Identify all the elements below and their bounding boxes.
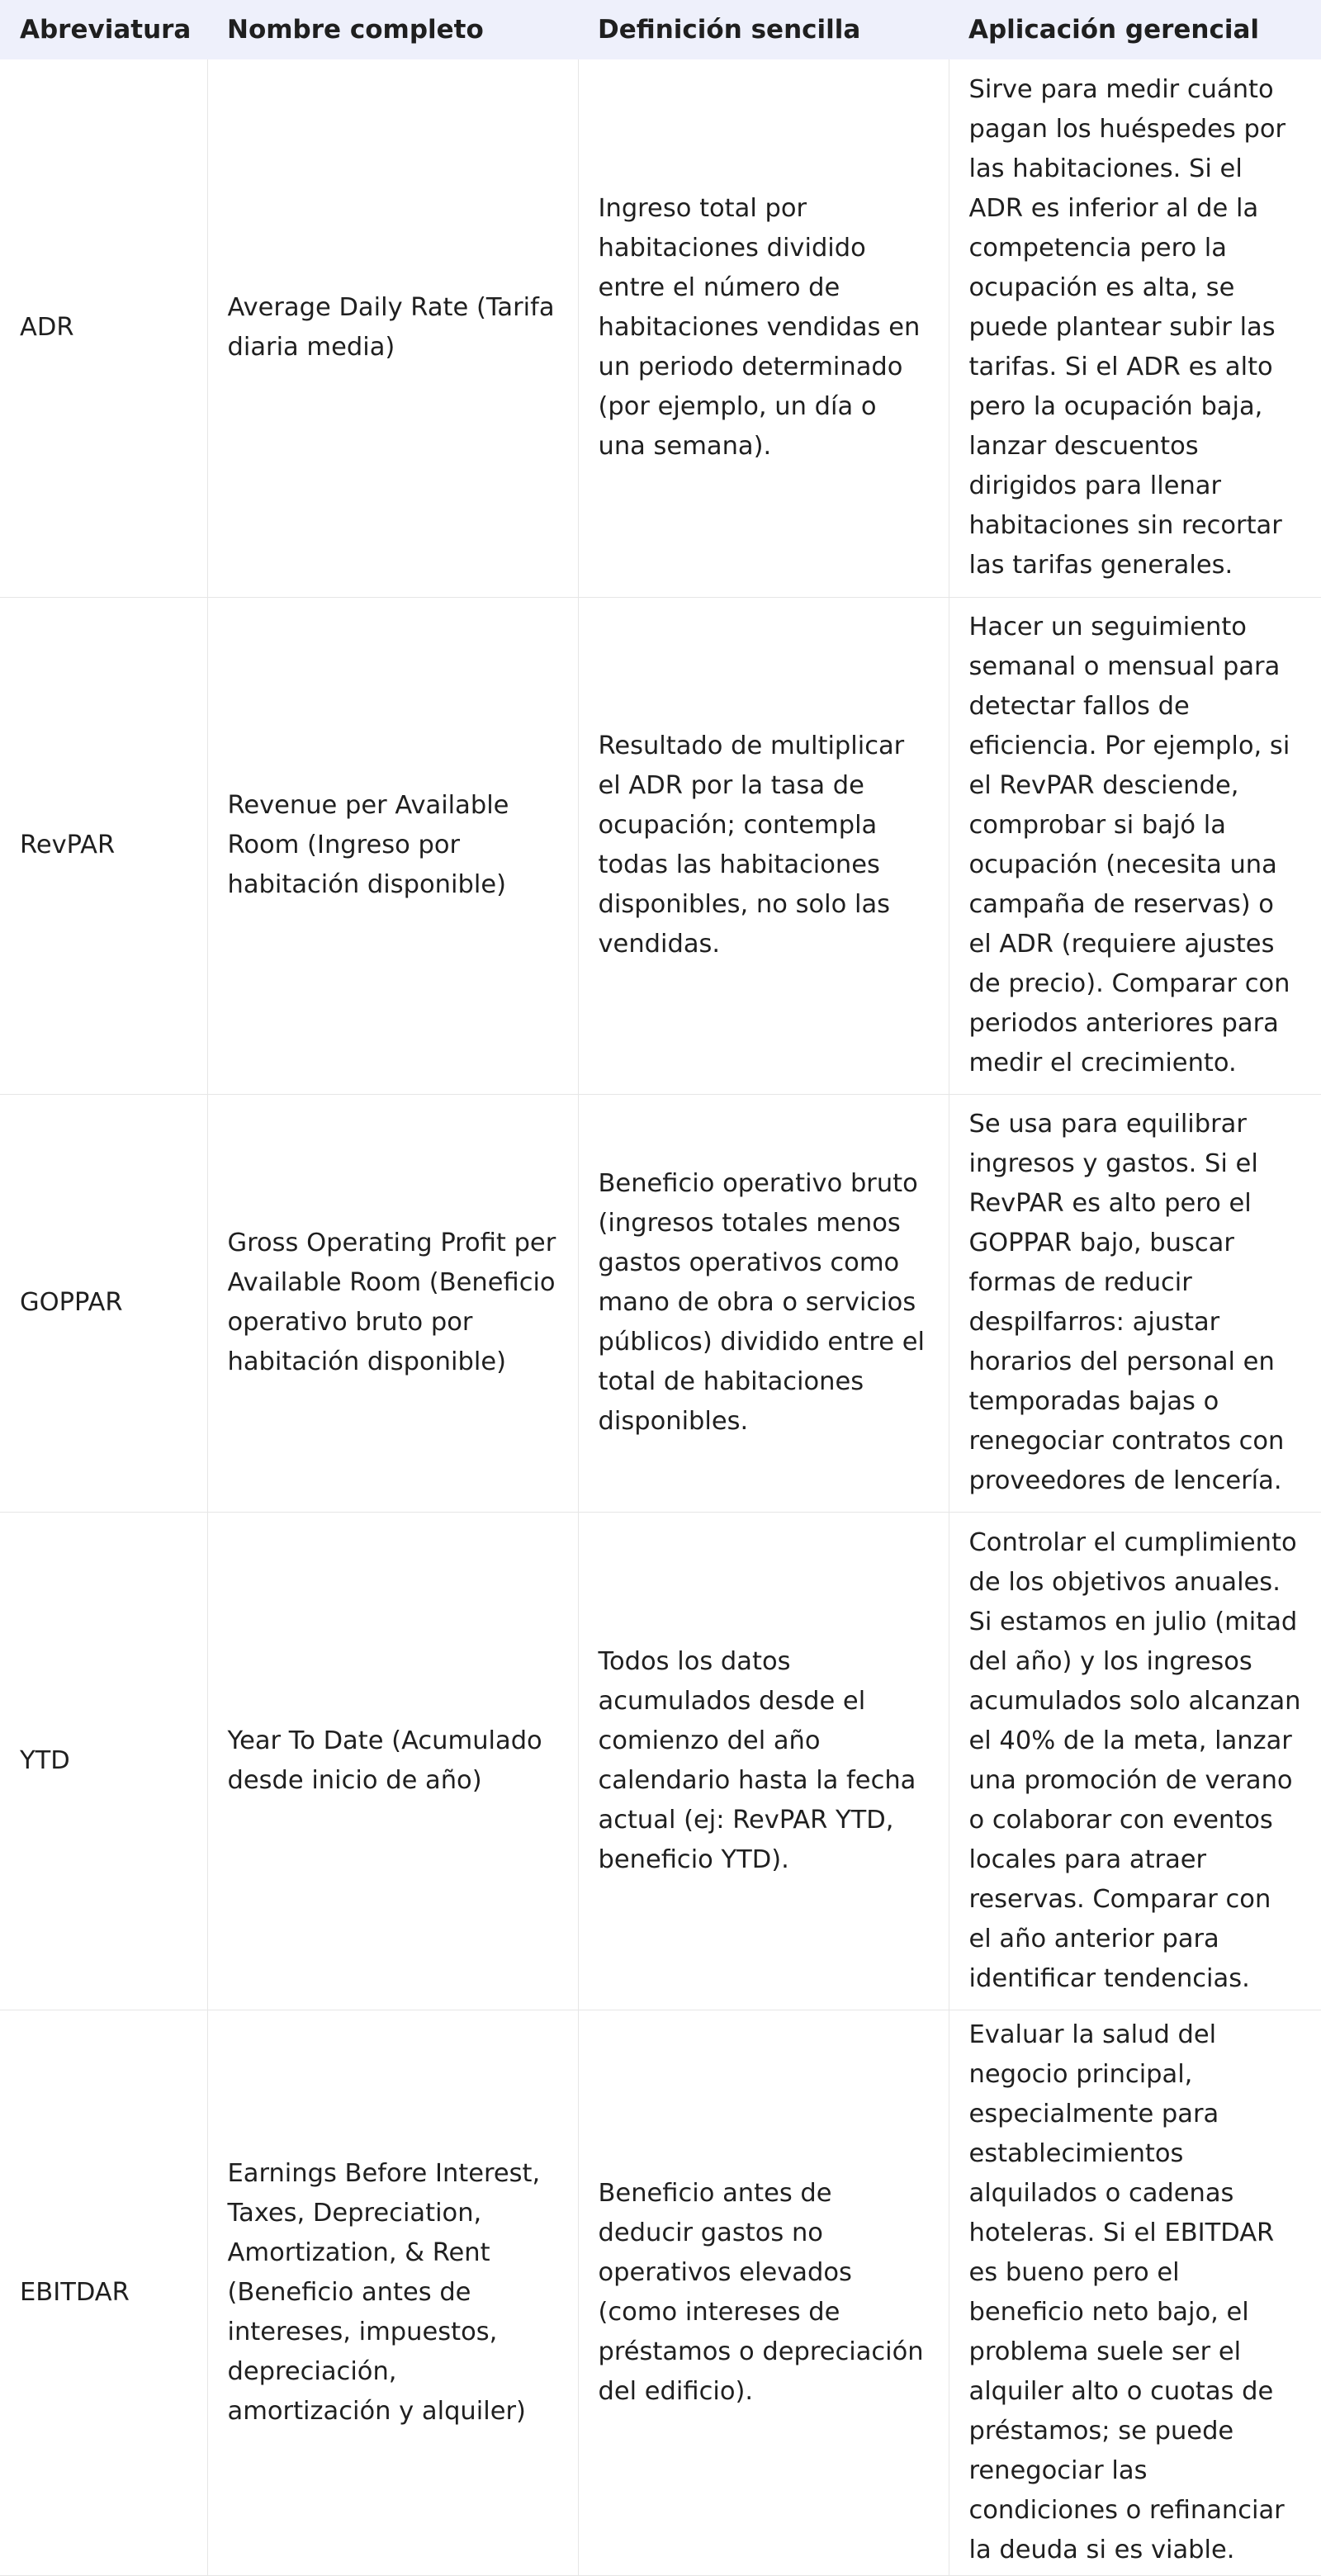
full-name-cell: Gross Operating Profit per Available Room (Beneficio operativo bruto por habitación disponible): [207, 1094, 578, 1512]
application-cell: Evaluar la salud del negocio principal, especialmente para establecimientos alquilados o cadenas hoteleras. Si el EBITDAR es bueno pero el beneficio neto bajo, el problema suele ser el alquiler alto o cuotas de préstamos; se puede renegociar las condiciones o refinanciar la deuda si es viable.: [949, 2010, 1321, 2575]
table-row: [0, 1094, 1321, 1512]
definition-cell: Beneficio antes de deducir gastos no operativos elevados (como intereses de préstamos o depreciación del edificio).: [578, 2010, 949, 2575]
header-definition: Definición sencilla: [598, 15, 861, 45]
abbreviation-cell: YTD: [0, 1512, 207, 2010]
table-row: [0, 597, 1321, 1094]
abbreviation-cell: RevPAR: [0, 597, 207, 1094]
definition-cell: Ingreso total por habitaciones dividido entre el número de habitaciones vendidas en un periodo determinado (por ejemplo, un día o una semana).: [578, 59, 949, 597]
definition-cell: Resultado de multiplicar el ADR por la tasa de ocupación; contempla todas las habitaciones disponibles, no solo las vendidas.: [578, 597, 949, 1094]
header-abbreviation: Abreviatura: [20, 15, 192, 45]
full-name-cell: Earnings Before Interest, Taxes, Depreciation, Amortization, & Rent (Beneficio antes de intereses, impuestos, depreciación, amortización y alquiler): [207, 2010, 578, 2575]
definition-cell: Beneficio operativo bruto (ingresos totales menos gastos operativos como mano de obra o servicios públicos) dividido entre el total de habitaciones disponibles.: [578, 1094, 949, 1512]
table-row: [0, 1512, 1321, 2010]
abbreviation-cell: ADR: [0, 59, 207, 597]
definition-cell: Todos los datos acumulados desde el comienzo del año calendario hasta la fecha actual (ej: RevPAR YTD, beneficio YTD).: [578, 1512, 949, 2010]
table-row: [0, 2010, 1321, 2575]
application-cell: Sirve para medir cuánto pagan los huéspedes por las habitaciones. Si el ADR es inferior al de la competencia pero la ocupación es alta, se puede plantear subir las tarifas. Si el ADR es alto pero la ocupación baja, lanzar descuentos dirigidos para llenar habitaciones sin recortar las tarifas generales.: [949, 59, 1321, 597]
header-row: [0, 0, 1321, 59]
header-full-name: Nombre completo: [227, 15, 484, 45]
abbreviation-cell: EBITDAR: [0, 2010, 207, 2575]
full-name-cell: Average Daily Rate (Tarifa diaria media): [207, 59, 578, 597]
table-header: [0, 0, 1321, 59]
full-name-cell: Year To Date (Acumulado desde inicio de año): [207, 1512, 578, 2010]
abbreviation-cell: GOPPAR: [0, 1094, 207, 1512]
table-body: [0, 59, 1321, 2575]
application-cell: Controlar el cumplimiento de los objetivos anuales. Si estamos en julio (mitad del año) y los ingresos acumulados solo alcanzan el 40% de la meta, lanzar una promoción de verano o colaborar con eventos locales para atraer reservas. Comparar con el año anterior para identificar tendencias.: [949, 1512, 1321, 2010]
application-cell: Hacer un seguimiento semanal o mensual para detectar fallos de eficiencia. Por ejemplo, si el RevPAR desciende, comprobar si bajó la ocupación (necesita una campaña de reservas) o el ADR (requiere ajustes de precio). Comparar con periodos anteriores para medir el crecimiento.: [949, 597, 1321, 1094]
table-row: [0, 59, 1321, 597]
full-name-cell: Revenue per Available Room (Ingreso por habitación disponible): [207, 597, 578, 1094]
application-cell: Se usa para equilibrar ingresos y gastos. Si el RevPAR es alto pero el GOPPAR bajo, buscar formas de reducir despilfarros: ajustar horarios del personal en temporadas bajas o renegociar contratos con proveedores de lencería.: [949, 1094, 1321, 1512]
header-application: Aplicación gerencial: [968, 15, 1260, 45]
